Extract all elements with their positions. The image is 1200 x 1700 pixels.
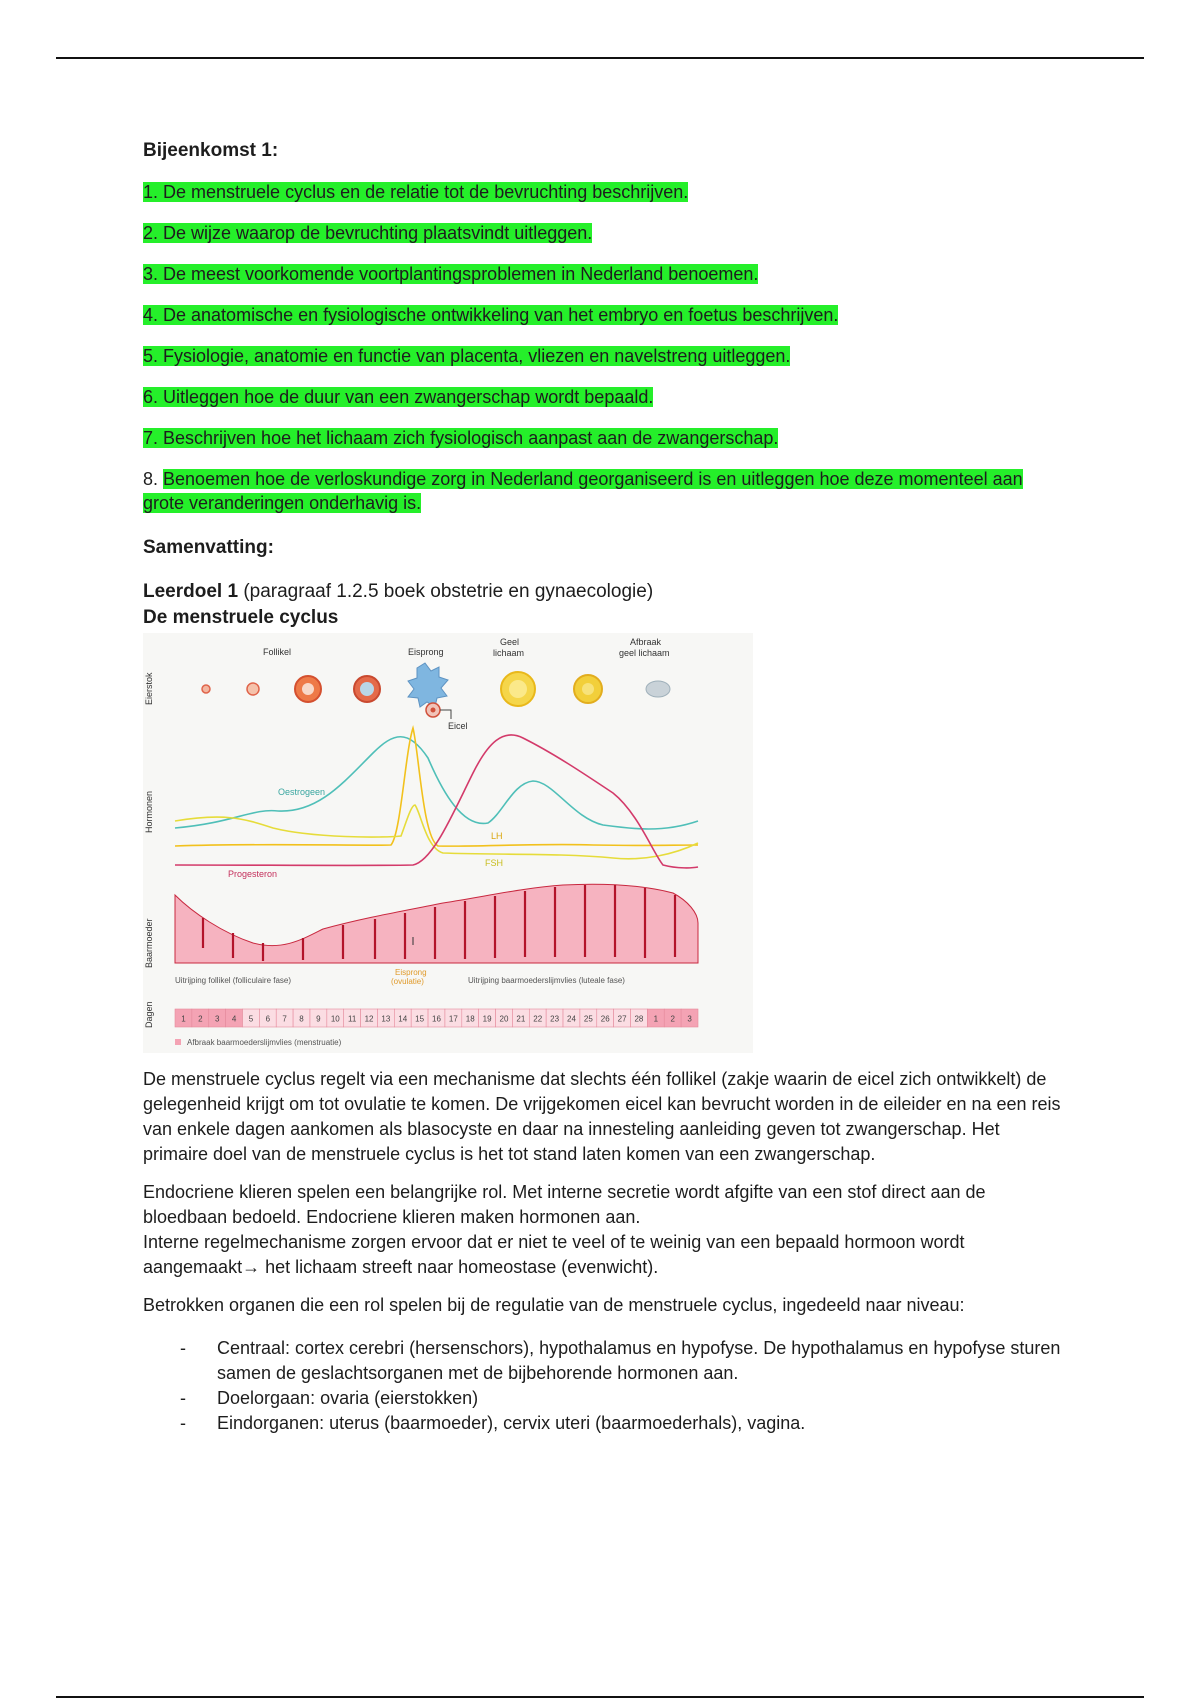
day-label: 2 — [198, 1014, 203, 1024]
day-label: 2 — [670, 1014, 675, 1024]
meeting-heading: Bijeenkomst 1: — [143, 140, 279, 161]
label-progesterone: Progesteron — [228, 869, 278, 879]
day-label: 3 — [214, 1014, 220, 1024]
day-label: 26 — [600, 1014, 610, 1024]
objective-3: 3. De meest voorkomende voortplantingsproblemen in Nederland benoemen. — [143, 264, 759, 284]
label-ovulation: Eisprong — [408, 647, 444, 657]
day-label: 21 — [516, 1014, 526, 1024]
menstrual-cycle-figure — [143, 633, 753, 1053]
day-label: 28 — [634, 1014, 644, 1024]
day-label: 27 — [617, 1014, 627, 1024]
day-label: 22 — [533, 1014, 543, 1024]
objective-6: 6. Uitleggen hoe de duur van een zwangerschap wordt bepaald. — [143, 387, 654, 407]
objective-8: 8. Benoemen hoe de verloskundige zorg in Nederland georganiseerd is en uitleggen hoe deze momenteel aan grote veranderingen onderhavig is. — [143, 469, 1023, 513]
document-body — [143, 140, 1063, 1436]
day-label: 1 — [653, 1014, 659, 1024]
day-label: 12 — [364, 1014, 374, 1024]
objective-1: 1. De menstruele cyclus en de relatie tot de bevruchting beschrijven. — [143, 182, 689, 202]
day-label: 23 — [550, 1014, 560, 1024]
objective-4: 4. De anatomische en fysiologische ontwikkeling van het embryo en foetus beschrijven. — [143, 305, 839, 325]
summary-heading: Samenvatting: — [143, 537, 274, 558]
day-label: 16 — [432, 1014, 441, 1024]
objectives-list — [143, 180, 1063, 515]
footer-rule — [56, 1696, 1144, 1698]
day-label: 20 — [499, 1014, 509, 1024]
header-rule — [56, 57, 1144, 59]
organ-list — [143, 1336, 1063, 1436]
corpus-albicans — [646, 681, 670, 697]
paragraph-3: Interne regelmechanisme zorgen ervoor dat er niet te veel of te weinig van een bepaald hormoon wordt aangemaakt→ het lichaam streeft naar homeostase (evenwicht). — [143, 1232, 965, 1277]
list-item: - Doelorgaan: ovaria (eierstokken) — [180, 1388, 479, 1408]
day-label: 25 — [583, 1014, 593, 1024]
day-label: 17 — [448, 1014, 458, 1024]
day-label: 24 — [567, 1014, 576, 1024]
list-item: - Centraal: cortex cerebri (hersenschors), hypothalamus en hypofyse. De hypothalamus en hypofyse sturen samen de geslachtsorganen met de bijbehorende hormonen aan. — [180, 1338, 1061, 1383]
label-luteal-phase: Uitrijping baarmoederslijmvlies (luteale fase) — [468, 976, 625, 985]
learning-goal-line: Leerdoel 1 (paragraaf 1.2.5 boek obstetrie en gynaecologie) De menstruele cyclus — [143, 581, 654, 628]
label-corpus-breakdown: Afbraak geel lichaam — [619, 637, 670, 658]
day-label: 11 — [347, 1014, 357, 1024]
day-label: 4 — [231, 1014, 237, 1024]
label-follicle: Follikel — [263, 647, 292, 657]
row-label-hormones: Hormonen — [144, 790, 154, 833]
label-ovulation-phase: Eisprong (ovulatie) — [391, 968, 427, 986]
label-follicular-phase: Uitrijping follikel (folliculaire fase) — [175, 976, 292, 985]
paragraph-1: De menstruele cyclus regelt via een mechanisme dat slechts één follikel (zakje waarin de eicel zich ontwikkelt) de gelegenheid krijgt om tot ovulatie te komen. De vrijgekomen eicel kan bevrucht worden in de eileider en na een reis van enkele dagen aankomen als blasocyste en daar na innesteling aanleiding geven tot zwangerschap. Het primaire doel van de menstruele cyclus is het tot stand laten komen van een zwangerschap. — [143, 1069, 1061, 1164]
day-label: 3 — [687, 1014, 692, 1024]
row-label-days: Dagen — [144, 1001, 154, 1028]
day-label: 15 — [415, 1014, 425, 1024]
legend-text: Afbraak baarmoederslijmvlies (menstruatie) — [187, 1038, 342, 1047]
legend-swatch — [175, 1039, 181, 1045]
day-label: 18 — [465, 1014, 475, 1024]
day-label: 19 — [482, 1014, 492, 1024]
label-egg: Eicel — [448, 721, 468, 731]
row-label-uterus: Baarmoeder — [144, 918, 154, 968]
day-label: 14 — [398, 1014, 408, 1024]
day-label: 5 — [248, 1014, 254, 1024]
objective-2: 2. De wijze waarop de bevruchting plaatsvindt uitleggen. — [143, 223, 593, 243]
day-label: 7 — [282, 1014, 287, 1024]
label-oestrogen: Oestrogeen — [278, 787, 326, 797]
day-label: 10 — [330, 1014, 340, 1024]
row-label-ovary: Eierstok — [144, 672, 154, 705]
label-lh: LH — [491, 831, 503, 841]
day-label: 1 — [181, 1014, 186, 1024]
paragraph-4: Betrokken organen die een rol spelen bij de regulatie van de menstruele cyclus, ingedeeld naar niveau: — [143, 1295, 965, 1315]
objective-7: 7. Beschrijven hoe het lichaam zich fysiologisch aanpast aan de zwangerschap. — [143, 428, 779, 448]
days-strip — [175, 1009, 698, 1027]
follicle-2 — [247, 683, 259, 695]
label-fsh: FSH — [485, 858, 503, 868]
day-label: 9 — [316, 1014, 321, 1024]
day-label: 13 — [381, 1014, 391, 1024]
follicle-1 — [202, 685, 210, 693]
paragraph-2: Endocriene klieren spelen een belangrijke rol. Met interne secretie wordt afgifte van een stof direct aan de bloedbaan bedoeld. Endocriene klieren maken hormonen aan. — [143, 1182, 986, 1227]
list-item: - Eindorganen: uterus (baarmoeder), cervix uteri (baarmoederhals), vagina. — [180, 1413, 806, 1433]
day-label: 8 — [299, 1014, 304, 1024]
label-corpus-luteum: Geel lichaam — [493, 637, 525, 658]
section-title: De menstruele cyclus — [143, 607, 339, 628]
day-label: 6 — [265, 1014, 271, 1024]
objective-5: 5. Fysiologie, anatomie en functie van placenta, vliezen en navelstreng uitleggen. — [143, 346, 791, 366]
